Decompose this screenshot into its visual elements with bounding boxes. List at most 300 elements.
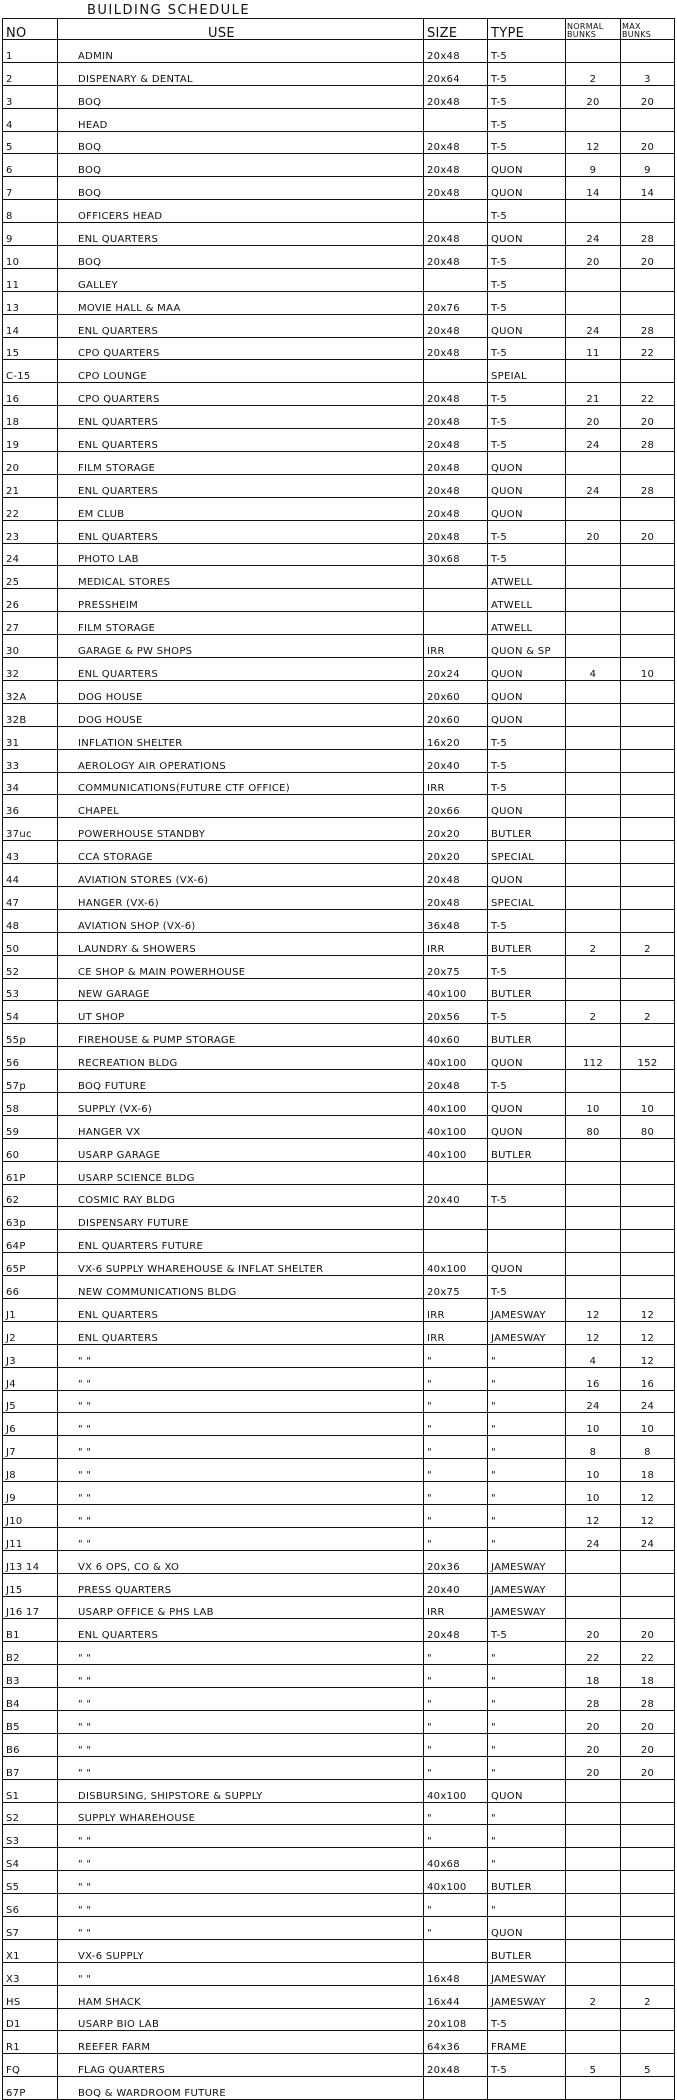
cell-max (621, 1024, 675, 1047)
cell-no: S2 (3, 1802, 58, 1825)
table-row (3, 1939, 675, 1962)
cell-use: " " (58, 1962, 424, 1985)
cell-no: 33 (3, 749, 58, 772)
table-row (3, 1711, 675, 1734)
cell-use: FLAG QUARTERS (58, 2054, 424, 2077)
cell-max: 28 (621, 1688, 675, 1711)
table-row (3, 177, 675, 200)
cell-use: INFLATION SHELTER (58, 726, 424, 749)
table-row (3, 978, 675, 1001)
table-row (3, 1962, 675, 1985)
header-normal-line2: BUNKS (567, 30, 597, 39)
table-row (3, 360, 675, 383)
table-row (3, 818, 675, 841)
cell-max (621, 1848, 675, 1871)
cell-size: 20x20 (424, 818, 488, 841)
cell-use: DISBURSING, SHIPSTORE & SUPPLY (58, 1779, 424, 1802)
cell-norm: 5 (566, 2054, 621, 2077)
cell-no: 59 (3, 1115, 58, 1138)
header-row (3, 19, 675, 40)
table-row (3, 40, 675, 63)
cell-type: T-5 (488, 1619, 566, 1642)
cell-size: " (424, 1642, 488, 1665)
cell-max: 10 (621, 1092, 675, 1115)
cell-type: QUON (488, 795, 566, 818)
cell-size: IRR (424, 772, 488, 795)
cell-type: T-5 (488, 1001, 566, 1024)
cell-norm (566, 1550, 621, 1573)
cell-use: ENL QUARTERS (58, 520, 424, 543)
cell-max: 3 (621, 62, 675, 85)
cell-type: BUTLER (488, 1871, 566, 1894)
cell-use: RECREATION BLDG (58, 1047, 424, 1070)
cell-type: " (488, 1733, 566, 1756)
cell-type: JAMESWAY (488, 1550, 566, 1573)
cell-size: 40x100 (424, 1047, 488, 1070)
cell-use: " " (58, 1871, 424, 1894)
cell-use: VX 6 OPS, CO & XO (58, 1550, 424, 1573)
cell-no: J6 (3, 1413, 58, 1436)
cell-no: 32A (3, 680, 58, 703)
cell-no: 32B (3, 703, 58, 726)
cell-size: 20x75 (424, 955, 488, 978)
cell-type: QUON (488, 1092, 566, 1115)
cell-no: 66 (3, 1276, 58, 1299)
cell-max: 20 (621, 1711, 675, 1734)
cell-norm (566, 1070, 621, 1093)
cell-no: S4 (3, 1848, 58, 1871)
cell-type: QUON (488, 223, 566, 246)
cell-type: QUON (488, 314, 566, 337)
cell-type: QUON (488, 154, 566, 177)
cell-norm: 2 (566, 62, 621, 85)
cell-type: " (488, 1344, 566, 1367)
cell-max (621, 978, 675, 1001)
cell-max (621, 108, 675, 131)
cell-norm: 20 (566, 520, 621, 543)
cell-no: S6 (3, 1894, 58, 1917)
table-row (3, 543, 675, 566)
table-row (3, 1733, 675, 1756)
cell-no: 56 (3, 1047, 58, 1070)
cell-size (424, 1161, 488, 1184)
cell-no: 26 (3, 589, 58, 612)
cell-norm (566, 360, 621, 383)
cell-size: " (424, 1482, 488, 1505)
cell-norm: 4 (566, 658, 621, 681)
table-row (3, 497, 675, 520)
cell-max: 28 (621, 474, 675, 497)
cell-use: ENL QUARTERS (58, 406, 424, 429)
cell-norm: 24 (566, 429, 621, 452)
cell-no: 44 (3, 864, 58, 887)
cell-type: T-5 (488, 108, 566, 131)
cell-use: " " (58, 1459, 424, 1482)
cell-type (488, 1230, 566, 1253)
cell-norm: 20 (566, 1756, 621, 1779)
cell-max (621, 841, 675, 864)
cell-no: J1 (3, 1298, 58, 1321)
table-row (3, 1917, 675, 1940)
cell-use: COMMUNICATIONS(FUTURE CTF OFFICE) (58, 772, 424, 795)
cell-max (621, 1230, 675, 1253)
cell-size: " (424, 1756, 488, 1779)
cell-max (621, 1207, 675, 1230)
cell-norm (566, 795, 621, 818)
cell-no: 57p (3, 1070, 58, 1093)
cell-max (621, 1962, 675, 1985)
cell-use: " " (58, 1733, 424, 1756)
cell-max (621, 360, 675, 383)
cell-norm (566, 452, 621, 475)
cell-max (621, 497, 675, 520)
cell-no: 31 (3, 726, 58, 749)
cell-no: S1 (3, 1779, 58, 1802)
cell-type: JAMESWAY (488, 1573, 566, 1596)
cell-size: 20x48 (424, 497, 488, 520)
cell-norm: 20 (566, 246, 621, 269)
cell-norm: 20 (566, 1619, 621, 1642)
cell-norm: 80 (566, 1115, 621, 1138)
table-row (3, 1619, 675, 1642)
cell-size: 16x20 (424, 726, 488, 749)
table-row (3, 1848, 675, 1871)
table-row (3, 1230, 675, 1253)
cell-norm (566, 772, 621, 795)
cell-no: 48 (3, 909, 58, 932)
cell-size: " (424, 1390, 488, 1413)
cell-use: USARP SCIENCE BLDG (58, 1161, 424, 1184)
cell-use: MOVIE HALL & MAA (58, 291, 424, 314)
cell-norm: 21 (566, 383, 621, 406)
cell-no: 58 (3, 1092, 58, 1115)
table-row (3, 841, 675, 864)
cell-norm (566, 268, 621, 291)
cell-size: " (424, 1688, 488, 1711)
cell-type: " (488, 1459, 566, 1482)
table-row (3, 1436, 675, 1459)
cell-no: D1 (3, 2008, 58, 2031)
cell-no: 10 (3, 246, 58, 269)
cell-type: T-5 (488, 955, 566, 978)
cell-size: 20x64 (424, 62, 488, 85)
cell-norm (566, 1962, 621, 1985)
cell-use: ENL QUARTERS (58, 1321, 424, 1344)
cell-type: " (488, 1527, 566, 1550)
header-max-bunks (621, 19, 675, 40)
cell-max (621, 612, 675, 635)
cell-use: " " (58, 1825, 424, 1848)
cell-norm: 10 (566, 1092, 621, 1115)
table-row (3, 1527, 675, 1550)
cell-use: " " (58, 1436, 424, 1459)
cell-norm: 24 (566, 474, 621, 497)
cell-no: 6 (3, 154, 58, 177)
cell-norm (566, 635, 621, 658)
cell-norm: 2 (566, 932, 621, 955)
cell-no: 32 (3, 658, 58, 681)
cell-size: 20x60 (424, 703, 488, 726)
cell-no: 7 (3, 177, 58, 200)
cell-type: " (488, 1711, 566, 1734)
cell-size: 20x48 (424, 131, 488, 154)
cell-size: 20x40 (424, 1184, 488, 1207)
cell-max: 28 (621, 223, 675, 246)
cell-norm: 24 (566, 1390, 621, 1413)
cell-type: QUON (488, 1779, 566, 1802)
cell-type: " (488, 1505, 566, 1528)
cell-size: 20x48 (424, 383, 488, 406)
cell-no: B6 (3, 1733, 58, 1756)
cell-use: " " (58, 1527, 424, 1550)
cell-use: DOG HOUSE (58, 703, 424, 726)
cell-use: ENL QUARTERS (58, 314, 424, 337)
cell-type: ATWELL (488, 612, 566, 635)
cell-size: 20x48 (424, 85, 488, 108)
cell-size: " (424, 1436, 488, 1459)
cell-no: 24 (3, 543, 58, 566)
table-row (3, 85, 675, 108)
cell-size: " (424, 1367, 488, 1390)
table-row (3, 612, 675, 635)
cell-max: 12 (621, 1482, 675, 1505)
cell-no: J13 14 (3, 1550, 58, 1573)
cell-type: ATWELL (488, 589, 566, 612)
cell-norm: 10 (566, 1459, 621, 1482)
cell-type: BUTLER (488, 932, 566, 955)
table-row (3, 406, 675, 429)
cell-max (621, 818, 675, 841)
cell-use: BOQ & WARDROOM FUTURE (58, 2077, 424, 2100)
cell-size: 20x76 (424, 291, 488, 314)
table-row (3, 680, 675, 703)
cell-norm: 24 (566, 223, 621, 246)
cell-use: FIREHOUSE & PUMP STORAGE (58, 1024, 424, 1047)
cell-use: USARP GARAGE (58, 1138, 424, 1161)
cell-size: IRR (424, 635, 488, 658)
cell-size: 20x48 (424, 1619, 488, 1642)
cell-use: ENL QUARTERS (58, 1619, 424, 1642)
cell-type: " (488, 1848, 566, 1871)
cell-norm (566, 1276, 621, 1299)
cell-type: T-5 (488, 246, 566, 269)
cell-use: SUPPLY WHAREHOUSE (58, 1802, 424, 1825)
cell-max (621, 1070, 675, 1093)
cell-size: 20x48 (424, 886, 488, 909)
cell-max (621, 749, 675, 772)
table-row (3, 246, 675, 269)
cell-max (621, 589, 675, 612)
cell-no: B3 (3, 1665, 58, 1688)
cell-type: QUON (488, 1047, 566, 1070)
cell-max (621, 268, 675, 291)
cell-use: BOQ (58, 154, 424, 177)
table-row (3, 291, 675, 314)
cell-use: DOG HOUSE (58, 680, 424, 703)
cell-norm (566, 1894, 621, 1917)
cell-max: 12 (621, 1344, 675, 1367)
cell-size: 20x20 (424, 841, 488, 864)
cell-size: " (424, 1527, 488, 1550)
cell-no: 60 (3, 1138, 58, 1161)
cell-max: 20 (621, 1756, 675, 1779)
cell-norm (566, 1230, 621, 1253)
cell-type: QUON & SP (488, 635, 566, 658)
cell-no: J10 (3, 1505, 58, 1528)
cell-use: SUPPLY (VX-6) (58, 1092, 424, 1115)
cell-norm: 8 (566, 1436, 621, 1459)
cell-max: 16 (621, 1367, 675, 1390)
cell-size: IRR (424, 1321, 488, 1344)
cell-norm (566, 1161, 621, 1184)
cell-type: T-5 (488, 1276, 566, 1299)
cell-max (621, 1939, 675, 1962)
cell-max (621, 2008, 675, 2031)
cell-no: 25 (3, 566, 58, 589)
cell-max: 12 (621, 1505, 675, 1528)
cell-norm (566, 978, 621, 1001)
cell-no: B5 (3, 1711, 58, 1734)
cell-type: T-5 (488, 268, 566, 291)
cell-size: 20x48 (424, 2054, 488, 2077)
cell-norm: 20 (566, 1733, 621, 1756)
cell-use: BOQ (58, 177, 424, 200)
cell-norm (566, 1138, 621, 1161)
cell-no: J8 (3, 1459, 58, 1482)
table-row (3, 1047, 675, 1070)
cell-no: J5 (3, 1390, 58, 1413)
cell-max: 22 (621, 1642, 675, 1665)
table-row (3, 383, 675, 406)
table-row (3, 2008, 675, 2031)
cell-use: ENL QUARTERS (58, 1298, 424, 1321)
cell-use: CCA STORAGE (58, 841, 424, 864)
cell-no: 34 (3, 772, 58, 795)
cell-type: " (488, 1413, 566, 1436)
table-row (3, 1367, 675, 1390)
cell-norm: 24 (566, 314, 621, 337)
cell-no: 20 (3, 452, 58, 475)
cell-type: T-5 (488, 62, 566, 85)
cell-type: " (488, 1756, 566, 1779)
cell-norm (566, 200, 621, 223)
cell-norm: 18 (566, 1665, 621, 1688)
table-row (3, 314, 675, 337)
cell-use: FILM STORAGE (58, 612, 424, 635)
cell-max (621, 886, 675, 909)
cell-max: 28 (621, 314, 675, 337)
cell-size: 40x100 (424, 1871, 488, 1894)
cell-norm: 2 (566, 1001, 621, 1024)
cell-max: 2 (621, 932, 675, 955)
table-row (3, 1184, 675, 1207)
table-row (3, 268, 675, 291)
cell-use: ADMIN (58, 40, 424, 63)
cell-max (621, 200, 675, 223)
table-row (3, 1276, 675, 1299)
cell-size: 20x40 (424, 749, 488, 772)
cell-type: T-5 (488, 291, 566, 314)
header-normal-bunks (566, 19, 621, 40)
cell-max: 10 (621, 1413, 675, 1436)
cell-size: 40x68 (424, 1848, 488, 1871)
cell-norm: 112 (566, 1047, 621, 1070)
cell-size: 20x48 (424, 314, 488, 337)
cell-no: J9 (3, 1482, 58, 1505)
cell-max (621, 1825, 675, 1848)
cell-norm (566, 864, 621, 887)
cell-max: 22 (621, 383, 675, 406)
cell-norm (566, 886, 621, 909)
table-row (3, 1344, 675, 1367)
cell-size: 20x48 (424, 223, 488, 246)
cell-use: ENL QUARTERS (58, 474, 424, 497)
cell-max: 152 (621, 1047, 675, 1070)
cell-no: B2 (3, 1642, 58, 1665)
table-row (3, 1596, 675, 1619)
table-row (3, 1802, 675, 1825)
cell-type: QUON (488, 452, 566, 475)
cell-no: 47 (3, 886, 58, 909)
cell-type: " (488, 1688, 566, 1711)
cell-type: " (488, 1436, 566, 1459)
cell-use: AEROLOGY AIR OPERATIONS (58, 749, 424, 772)
cell-norm: 10 (566, 1482, 621, 1505)
cell-no: 52 (3, 955, 58, 978)
cell-max (621, 703, 675, 726)
cell-type: T-5 (488, 2008, 566, 2031)
cell-use: DISPENARY & DENTAL (58, 62, 424, 85)
table-row (3, 1024, 675, 1047)
cell-use: BOQ (58, 131, 424, 154)
cell-max (621, 909, 675, 932)
cell-type: QUON (488, 1917, 566, 1940)
table-row (3, 200, 675, 223)
cell-use: VX-6 SUPPLY WHAREHOUSE & INFLAT SHELTER (58, 1253, 424, 1276)
cell-type: T-5 (488, 1184, 566, 1207)
cell-no: 36 (3, 795, 58, 818)
cell-size: 20x36 (424, 1550, 488, 1573)
cell-type: QUON (488, 177, 566, 200)
table-row (3, 772, 675, 795)
table-row (3, 1894, 675, 1917)
cell-max (621, 955, 675, 978)
schedule-body (3, 40, 675, 2100)
cell-use: FILM STORAGE (58, 452, 424, 475)
cell-type: ATWELL (488, 566, 566, 589)
cell-max: 20 (621, 406, 675, 429)
cell-norm (566, 1253, 621, 1276)
cell-size: 64x36 (424, 2031, 488, 2054)
cell-type: JAMESWAY (488, 1321, 566, 1344)
header-type: TYPE (488, 19, 566, 40)
cell-max (621, 1802, 675, 1825)
cell-max: 22 (621, 337, 675, 360)
cell-no: 5 (3, 131, 58, 154)
cell-size: 20x60 (424, 680, 488, 703)
cell-size: 20x24 (424, 658, 488, 681)
cell-max: 80 (621, 1115, 675, 1138)
cell-max (621, 291, 675, 314)
table-row (3, 658, 675, 681)
table-row (3, 1756, 675, 1779)
cell-max (621, 680, 675, 703)
cell-norm (566, 497, 621, 520)
table-row (3, 108, 675, 131)
table-row (3, 131, 675, 154)
cell-size: " (424, 1459, 488, 1482)
table-row (3, 1459, 675, 1482)
